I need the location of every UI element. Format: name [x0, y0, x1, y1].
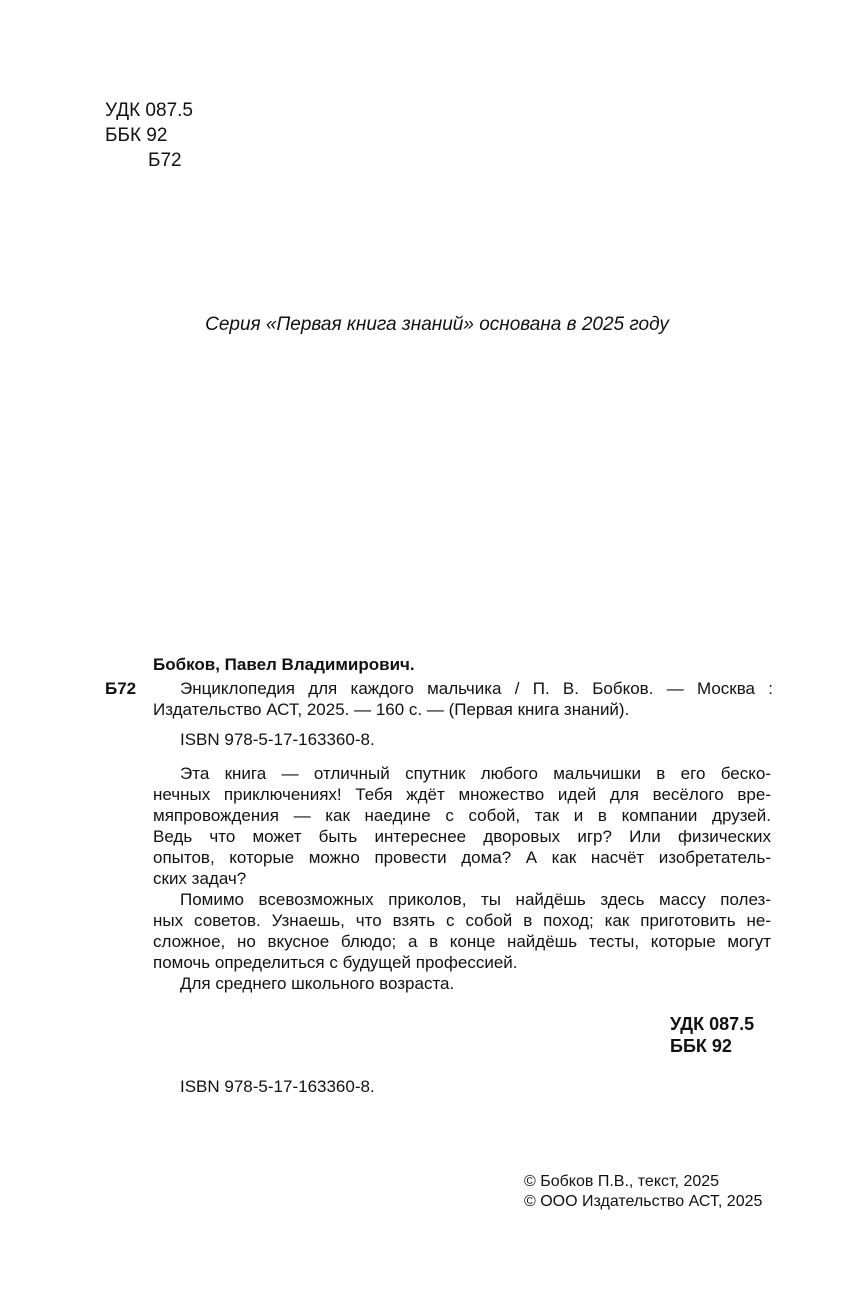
author-sign-top: Б72 [148, 150, 182, 171]
annotation-line: помочь определиться с будущей профессией. [153, 953, 518, 972]
copyright-text: © Бобков П.В., текст, 2025 [524, 1173, 720, 1190]
udk-code-bottom: УДК 087.5 [670, 1014, 755, 1034]
annotation-line: опытов, которые можно провести дома? А как насчёт изобретатель- [153, 848, 771, 867]
isbn-record: ISBN 978-5-17-163360-8. [180, 730, 375, 749]
isbn-bottom: ISBN 978-5-17-163360-8. [180, 1077, 375, 1096]
series-note: Серия «Первая книга знаний» основана в 2025 году [205, 314, 669, 335]
copyright-publisher: © ООО Издательство АСТ, 2025 [524, 1193, 763, 1210]
bibliographic-description [153, 678, 773, 720]
udk-code-top: УДК 087.5 [105, 100, 193, 121]
bib-line: Издательство АСТ, 2025. — 160 с. — (Первая книга знаний). [153, 700, 630, 719]
annotation-line: ских задач? [153, 869, 247, 888]
annotation-line: ных советов. Узнаешь, что взять с собой в поход; как приготовить не- [153, 911, 771, 930]
bib-line: Энциклопедия для каждого мальчика / П. В. Бобков. — Москва : [180, 679, 773, 698]
annotation-line: мяпровождения — как наедине с собой, так и в компании друзей. [153, 806, 771, 825]
annotation-line: Помимо всевозможных приколов, ты найдёшь здесь массу полез- [180, 890, 771, 909]
author-heading: Бобков, Павел Владимирович. [153, 655, 415, 674]
annotation-line: Эта книга — отличный спутник любого мальчишки в его беско- [180, 764, 771, 783]
annotation-line: Ведь что может быть интереснее дворовых игр? Или физических [153, 827, 771, 846]
annotation-line: Для среднего школьного возраста. [180, 974, 455, 993]
author-sign-side: Б72 [105, 679, 137, 698]
annotation-line: сложное, но вкусное блюдо; а в конце найдёшь тесты, которые могут [153, 932, 771, 951]
bbk-code-top: ББК 92 [105, 125, 168, 146]
annotation-line: нечных приключениях! Тебя ждёт множество идей для весёлого вре- [153, 785, 771, 804]
annotation [153, 763, 771, 994]
bbk-code-bottom: ББК 92 [670, 1036, 732, 1056]
